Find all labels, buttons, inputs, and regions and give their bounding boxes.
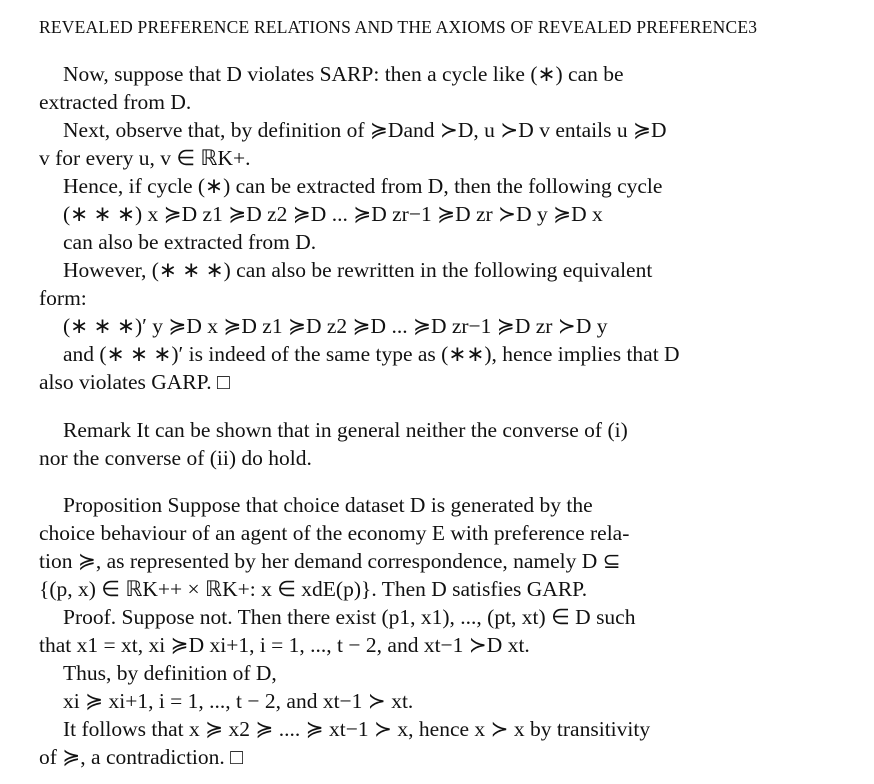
remark-line: nor the converse of (ii) do hold. (39, 446, 312, 470)
text-line: v for every u, v ∈ ℝK+. (39, 146, 251, 170)
running-header (39, 17, 861, 38)
proof-line: Thus, by definition of D, (63, 661, 277, 685)
proof-line: xi ≽ xi+1, i = 1, ..., t − 2, and xt−1 ≻ xt. (63, 689, 414, 713)
text-line: Hence, if cycle (∗) can be extracted from D, then the following cycle (63, 174, 663, 198)
proposition-line: Proposition Suppose that choice dataset D is generated by the (63, 493, 593, 517)
proof-line: of ≽, a contradiction. □ (39, 745, 244, 769)
text-line: However, (∗ ∗ ∗) can also be rewritten in the following equivalent (63, 258, 653, 282)
proposition-line: choice behaviour of an agent of the economy E with preference rela- (39, 521, 630, 545)
proof-line: Proof. Suppose not. Then there exist (p1, x1), ..., (pt, xt) ∈ D such (63, 605, 636, 629)
formula-line: (∗ ∗ ∗)′ y ≽D x ≽D z1 ≽D z2 ≽D ... ≽D zr−1 ≽D zr ≻D y (63, 314, 608, 338)
remark-line: Remark It can be shown that in general neither the converse of (i) (63, 418, 628, 442)
proposition-line: {(p, x) ∈ ℝK++ × ℝK+: x ∈ xdE(p)}. Then D satisfies GARP. (39, 577, 588, 601)
text-line: and (∗ ∗ ∗)′ is indeed of the same type as (∗∗), hence implies that D (63, 342, 680, 366)
text-line: extracted from D. (39, 90, 192, 114)
page-number: 3 (748, 17, 758, 37)
text-line: also violates GARP. □ (39, 370, 230, 394)
running-header-title: REVEALED PREFERENCE RELATIONS AND THE AXIOMS OF REVEALED PREFERENCE (39, 17, 749, 37)
text-line: Now, suppose that D violates SARP: then a cycle like (∗) can be (63, 62, 624, 86)
text-line: form: (39, 286, 87, 310)
formula-line: (∗ ∗ ∗) x ≽D z1 ≽D z2 ≽D ... ≽D zr−1 ≽D zr ≻D y ≽D x (63, 202, 603, 226)
text-line: can also be extracted from D. (63, 230, 317, 254)
proof-line: It follows that x ≽ x2 ≽ .... ≽ xt−1 ≻ x, hence x ≻ x by transitivity (63, 717, 651, 741)
proposition-line: tion ≽, as represented by her demand correspondence, namely D ⊆ (39, 549, 621, 573)
proof-line: that x1 = xt, xi ≽D xi+1, i = 1, ..., t − 2, and xt−1 ≻D xt. (39, 633, 530, 657)
text-line: Next, observe that, by definition of ≽Dand ≻D, u ≻D v entails u ≽D (63, 118, 667, 142)
